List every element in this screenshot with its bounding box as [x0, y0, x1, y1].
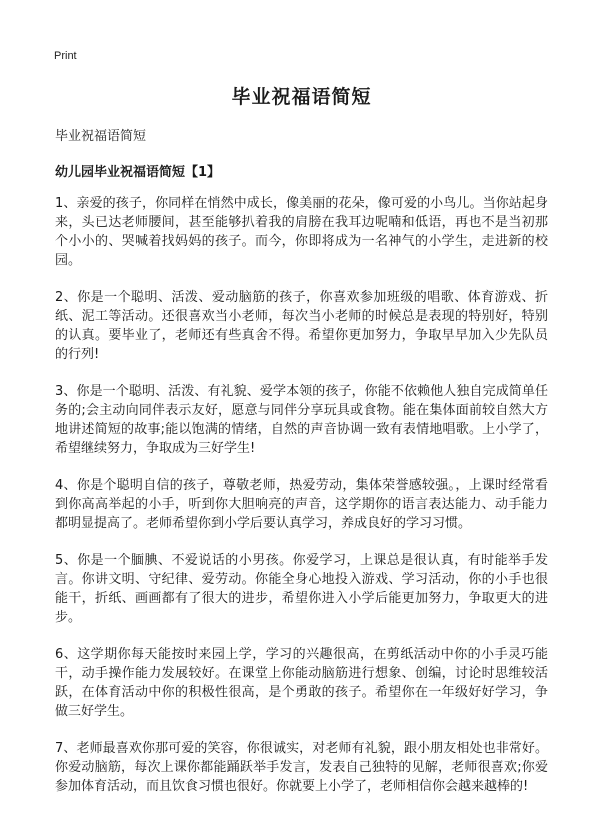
paragraph-3: 3、你是一个聪明、活泼、有礼貌、爱学本领的孩子，你能不依赖他人独自完成简单任务的;会主动向同伴表示友好，愿意与同伴分享玩具或食物。能在集体面前较自然大方地讲述简短的故事;能以饱满的情绪，自然的声音协调一致有表情地唱歌。上小学了，希望继续努力，争取成为三好学生!	[55, 384, 548, 456]
paragraph-5: 5、你是一个腼腆、不爱说话的小男孩。你爱学习，上课总是很认真，有时能举手发言。你讲文明、守纪律、爱劳动。你能全身心地投入游戏、学习活动，你的小手也很能干，折纸、画画都有了很大的进步，希望你进入小学后能更加努力，争取更大的进步。	[55, 553, 548, 625]
paragraph-4: 4、你是个聪明自信的孩子，尊敬老师，热爱劳动，集体荣誉感较强。，上课时经常看到你高高举起的小手，听到你大胆响亮的声音，这学期你的语言表达能力、动手能力都明显提高了。老师希望你到小学后要认真学习，养成良好的学习习惯。	[55, 478, 548, 531]
section-heading: 幼儿园毕业祝福语简短【1】	[55, 165, 221, 180]
paragraph-1: 1、亲爱的孩子，你同样在悄然中成长，像美丽的花朵，像可爱的小鸟儿。当你站起身来，头已达老师腰间，甚至能够扒着我的肩膀在我耳边呢喃和低语，再也不是当初那个小小的、哭喊着找妈妈的孩子。而今，你即将成为一名神气的小学生，走进新的校园。	[55, 196, 548, 268]
paragraph-list	[55, 194, 548, 796]
document-subtitle: 毕业祝福语简短	[55, 129, 147, 144]
page-title: 毕业祝福语简短	[231, 86, 372, 108]
paragraph-2: 2、你是一个聪明、活泼、爱动脑筋的孩子，你喜欢参加班级的唱歌、体育游戏、折纸、泥工等活动。还很喜欢当小老师，每次当小老师的时候总是表现的特别好，特别的认真。要毕业了，老师还有些真舍不得。希望你更加努力，争取早早加入少先队员的行列!	[55, 290, 548, 362]
paragraph-6: 6、这学期你每天能按时来园上学，学习的兴趣很高，在剪纸活动中你的小手灵巧能干，动手操作能力发展较好。在课堂上你能动脑筋进行想象、创编，讨论时思维较活跃，在体育活动中你的积极性很高，是个勇敢的孩子。希望你在一年级好好学习，争做三好学生。	[55, 647, 548, 719]
print-link[interactable]: Print	[54, 50, 77, 62]
paragraph-7: 7、老师最喜欢你那可爱的笑容，你很诚实，对老师有礼貌，跟小朋友相处也非常好。你爱动脑筋，每次上课你都能踊跃举手发言，发表自己独特的见解，老师很喜欢;你爱参加体育活动，而且饮食习惯也很好。你就要上小学了，老师相信你会越来越棒的!	[55, 741, 548, 794]
